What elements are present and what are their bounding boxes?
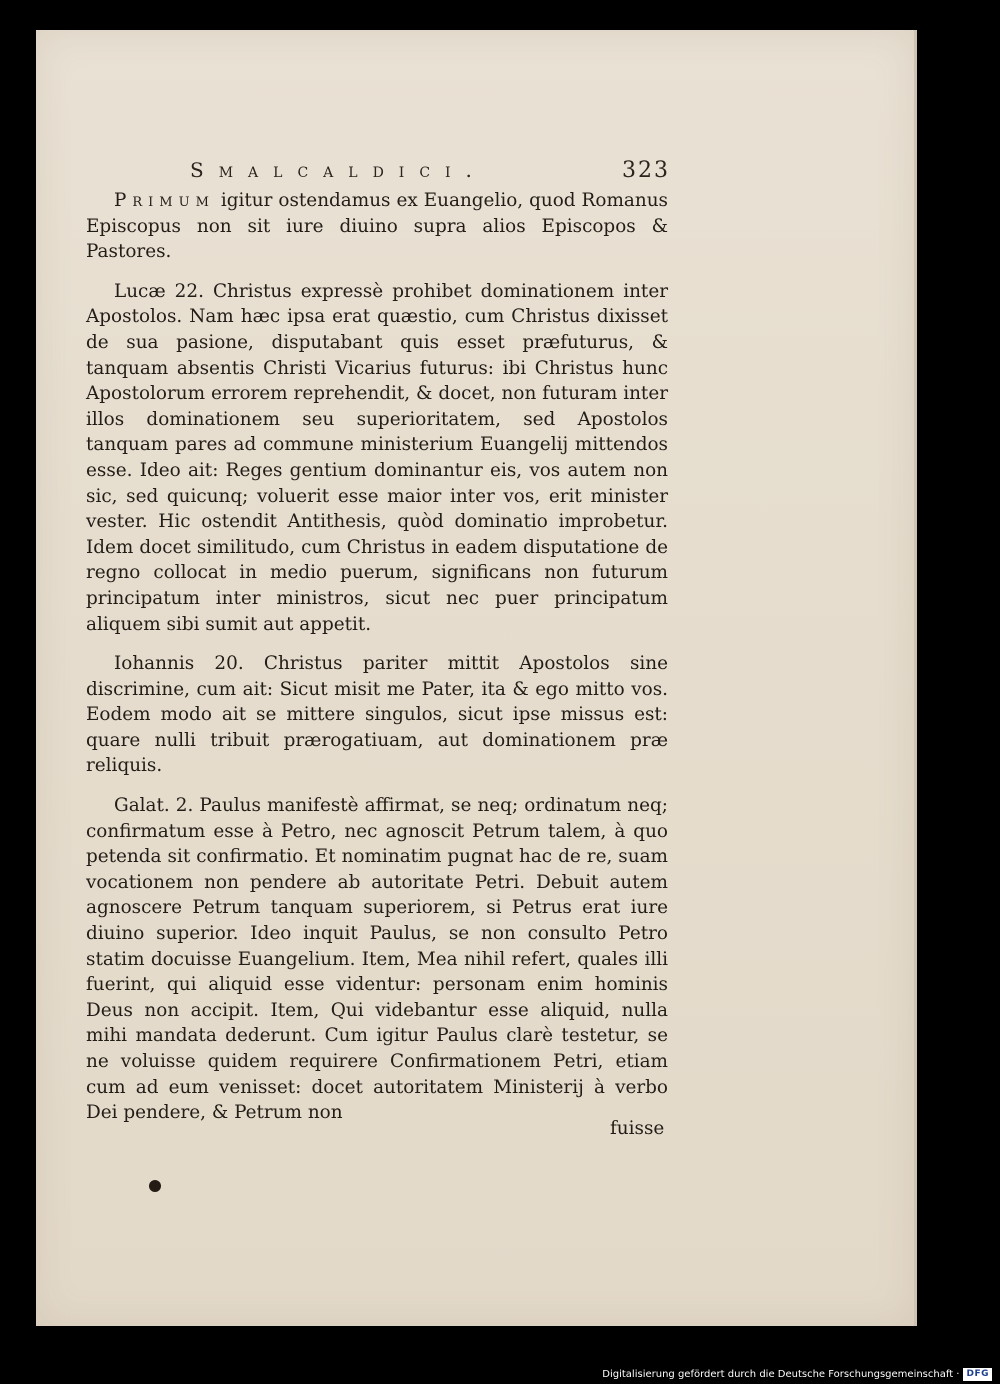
paragraph-3 bbox=[86, 651, 668, 779]
digitization-credit bbox=[602, 1366, 992, 1382]
paragraph-text: Iohannis 20. Christus pariter mittit Apostolos sine discrimine, cum ait: Sicut misit me Pater, ita & ego mitto vos. Eodem modo ait se mittere singulos, sicut ipse missus est: quare nulli tribuit prærogatiuam, aut dominationem præ reliquis. bbox=[86, 653, 668, 777]
page-number: 323 bbox=[622, 158, 670, 183]
running-head bbox=[190, 158, 670, 188]
paragraph-1 bbox=[86, 188, 668, 265]
catchword: fuisse bbox=[610, 1118, 665, 1139]
paragraph-text: Galat. 2. Paulus manifestè affirmat, se neq; ordinatum neq; confirmatum esse à Petro, nec agnoscit Petrum talem, à quo petenda sit confirmatio. Et nominatim pugnat hac de re, suam vocationem non pendere ab autoritate Petri. Debuit autem agnoscere Petrum tanquam superiorem, si Petrus erat iure diuino superior. Ideo inquit Paulus, se non consulto Petro statim docuisse Euangelium. Item, Mea nihil refert, quales illi fuerint, qui aliquid esse videntur: personam enim hominis Deus non accipit. Item, Qui videbantur esse aliquid, nulla mihi mandata dederunt. Cum igitur Paulus clarè testetur, se ne voluisse quidem requirere Confirmationem Petri, etiam cum ad eum venisset: docet autoritatem Ministerij à verbo Dei pendere, & Petrum non bbox=[86, 795, 668, 1124]
credit-text: Digitalisierung gefördert durch die Deutsche Forschungsgemeinschaft · bbox=[602, 1368, 960, 1380]
body-text bbox=[86, 188, 668, 1126]
paragraph-4 bbox=[86, 793, 668, 1126]
paragraph-2 bbox=[86, 279, 668, 637]
paragraph-lead-caps: Primum bbox=[114, 190, 215, 211]
dfg-logo: DFG bbox=[963, 1368, 992, 1381]
paragraph-text: Lucæ 22. Christus expressè prohibet dominationem inter Apostolos. Nam hæc ipsa erat quæstio, cum Christus dixisset de sua pasione, disputabant quis esset præfuturus, & tanquam absentis Christi Vicarius futurus: ibi Christus hunc Apostolorum errorem reprehendit, & docet, non futuram inter illos dominationem seu superioritatem, sed Apostolos tanquam pares ad commune ministerium Euangelij mittendos esse. Ideo ait: Reges gentium dominantur eis, vos autem non sic, sed quicunq; voluerit esse maior inter vos, erit minister vester. Hic ostendit Antithesis, quòd dominatio improbetur. Idem docet similitudo, cum Christus in eadem disputatione de regno collocat in medio puerum, significans non futurum principatum inter ministros, sicut nec puer principatum aliquem sibi sumit aut appetit. bbox=[86, 280, 668, 635]
paragraph-text: igitur ostendamus ex Euangelio, quod Romanus Episcopus non sit iure diuino supra alios Episcopos & Pastores. bbox=[86, 190, 668, 263]
ink-spot bbox=[149, 1180, 161, 1192]
running-title: Smalcaldici. bbox=[190, 158, 487, 182]
